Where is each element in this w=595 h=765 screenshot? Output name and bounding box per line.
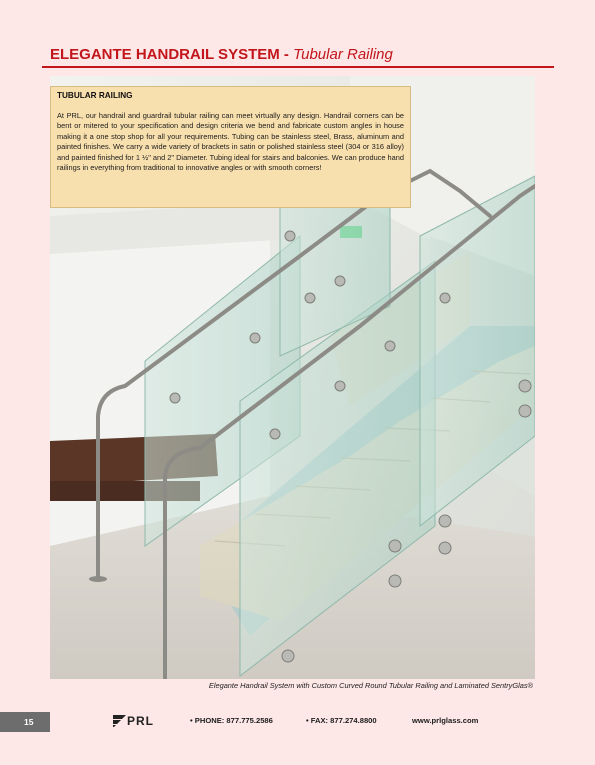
page-title-sub: Tubular Railing (293, 46, 393, 63)
fax-number: • FAX: 877.274.8800 (306, 716, 377, 725)
title-divider (42, 66, 554, 68)
footer (0, 709, 595, 733)
info-box-body: At PRL, our handrail and guardrail tubular railing can meet virtually any design. Handrail corners can be bent or mitered to your specification and design criteria we bend and fabricate custom angles in house making it a one stop shop for all your requirements. Tubing can be stainless steel, Brass, aluminum and painted finishes. We carry a wide variety of brackets in satin or polished stainless steel (304 or 316 alloy) and painted finished for 1 ½" and 2" Diameter. Tubing ideal for stairs and balconies. We can produce hand railings in everything from traditional to innovative angles or with smooth corners! (57, 110, 404, 172)
tubular-railing-info-box (50, 86, 411, 208)
website-link[interactable]: www.prlglass.com (412, 716, 479, 725)
photo-caption: Elegante Handrail System with Custom Curved Round Tubular Railing and Laminated SentryGlas® (208, 681, 533, 690)
prl-logo-text: PRL (127, 714, 154, 728)
page-title-main: ELEGANTE HANDRAIL SYSTEM - (50, 46, 294, 63)
info-box-heading: TUBULAR RAILING (57, 91, 133, 100)
phone-number: • PHONE: 877.775.2586 (190, 716, 273, 725)
prl-logo (113, 713, 154, 729)
page-title (50, 46, 393, 63)
prl-logo-icon (113, 715, 126, 727)
page-number: 15 (0, 712, 50, 732)
